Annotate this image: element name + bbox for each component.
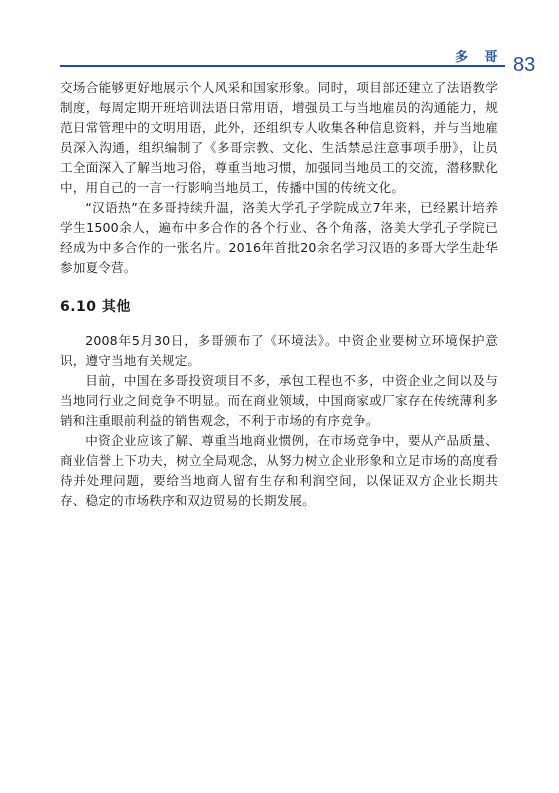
section-heading: 6.10 其他 [60, 299, 131, 315]
body-paragraph-environment-law: 2008年5月30日，多哥颁布了《环境法》。中资企业要树立环境保护意识，遵守当地有关规定。 [60, 333, 498, 368]
page-number: 83 [513, 54, 536, 76]
page-body [60, 78, 498, 511]
body-paragraph-continued: 交场合能够更好地展示个人风采和国家形象。同时，项目部还建立了法语教学制度，每周定期开班培训法语日常用语，增强员工与当地雇员的沟通能力，规范日常管理中的文明用语，此外，还组织专人收集各种信息资料，并与当地雇员深入沟通，组织编制了《多哥宗教、文化、生活禁忌注意事项手册》，让员工全面深入了解当地习俗，尊重当地习惯，加强同当地员工的交流，潜移默化中，用自己的一言一行影响当地员工，传播中国的传统文化。 [60, 80, 498, 195]
running-header-title: 多 哥 [455, 50, 504, 65]
header-divider [60, 65, 505, 67]
body-paragraph-chinese-fever: “汉语热”在多哥持续升温，洛美大学孔子学院成立7年来，已经累计培养学生1500余人，遍布中多合作的各个行业、各个角落，洛美大学孔子学院已经成为中多合作的一张名片。2016年首批20余名学习汉语的多哥大学生赴华参加夏令营。 [60, 200, 498, 275]
body-paragraph-competition: 目前，中国在多哥投资项目不多，承包工程也不多，中资企业之间以及与当地同行业之间竞争不明显。而在商业领域，中国商家或厂家存在传统薄利多销和注重眼前利益的销售观念，不利于市场的有序竞争。 [60, 373, 498, 428]
body-paragraph-business-practice: 中资企业应该了解、尊重当地商业惯例，在市场竞争中，要从产品质量、商业信誉上下功夫，树立全局观念，从努力树立企业形象和立足市场的高度看待并处理问题，要给当地商人留有生存和利润空间，以保证双方企业长期共存、稳定的市场秩序和双边贸易的长期发展。 [60, 433, 498, 508]
